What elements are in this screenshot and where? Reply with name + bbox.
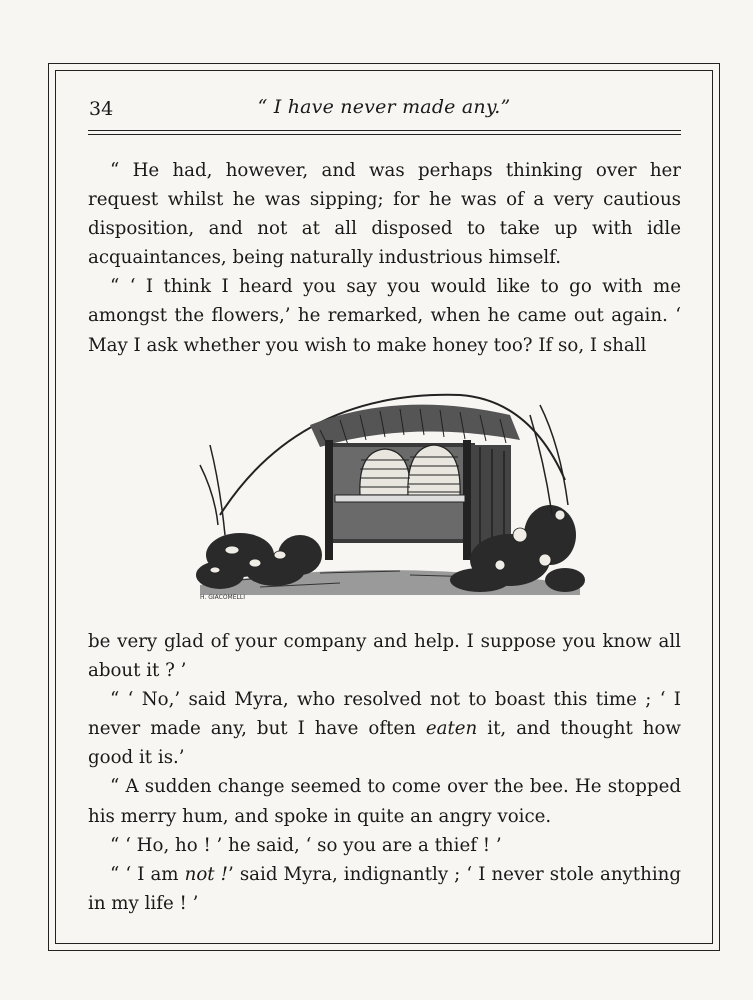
page-header <box>55 92 713 122</box>
paragraph: “ ‘ Ho, ho ! ’ he said, ‘ so you are a thief ! ’ <box>110 834 502 856</box>
paragraph: “ A sudden change seemed to come over the bee. He stopped his merry hum, and spoke in quite an angry voice. <box>88 776 681 827</box>
header-rule-bottom <box>88 134 681 135</box>
paragraph: “ ‘ No,’ said Myra, who resolved not to boast this time ; ‘ I never made any, but I have often eaten it, and thought how good it is.’ <box>88 689 681 769</box>
text-block-bottom <box>88 627 681 918</box>
text-block-top <box>88 156 681 360</box>
emphasis: eaten <box>425 718 478 740</box>
paragraph: “ ‘ I think I heard you say you would like to go with me amongst the flowers,’ he remarked, when he came out again. ‘ May I ask whether you wish to make honey too? If so, I shall <box>88 276 681 356</box>
header-rule-top <box>88 130 681 131</box>
illustration-signature: H. GIACOMELLI <box>200 594 245 601</box>
paragraph: “ ‘ I am not !’ said Myra, indignantly ; ‘ I never stole anything in my life ! ’ <box>88 863 682 914</box>
running-title: “ I have never made any.” <box>257 96 511 118</box>
page-number: 34 <box>89 98 114 120</box>
paragraph: “ He had, however, and was perhaps thinking over her request whilst he was sipping; for he was of a very cautious disposition, and not at all disposed to take up with idle acquaintances, being naturally industrious himself. <box>88 160 681 269</box>
beehive-shelter-illustration <box>180 385 590 605</box>
paragraph: be very glad of your company and help. I suppose you know all about it ? ’ <box>88 631 681 682</box>
emphasis: not ! <box>184 863 228 885</box>
